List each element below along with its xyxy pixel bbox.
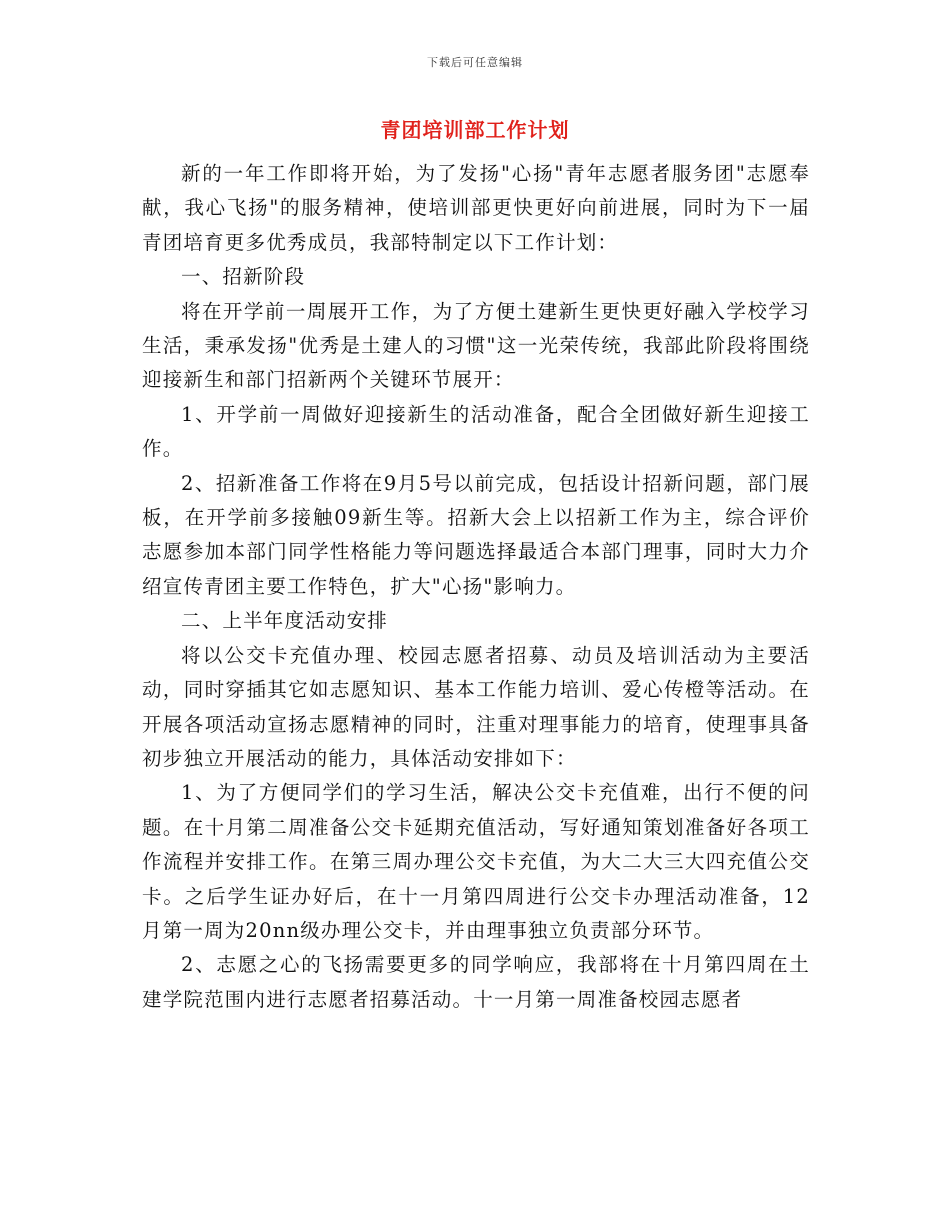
- section-heading-first-half: 二、上半年度活动安排: [181, 609, 389, 633]
- header-note: 下载后可任意编辑: [427, 56, 523, 69]
- paragraph-recruitment-item-1: 1、开学前一周做好迎接新生的活动准备，配合全团做好新生迎接工作。: [142, 402, 810, 461]
- paragraph-first-half-intro: 将以公交卡充值办理、校园志愿者招募、动员及培训活动为主要活动，同时穿插其它如志愿知识、基本工作能力培训、爱心传橙等活动。在开展各项活动宣扬志愿精神的同时，注重对理事能力的培育，使理事具备初步独立开展活动的能力，具体活动安排如下：: [142, 643, 810, 770]
- document-body: [142, 157, 810, 1017]
- section-heading-recruitment: 一、招新阶段: [181, 265, 306, 289]
- paragraph-first-half-item-2: 2、志愿之心的飞扬需要更多的同学响应，我部将在十月第四周在土建学院范围内进行志愿者招募活动。十一月第一周准备校园志愿者: [142, 953, 810, 1011]
- paragraph-intro: 新的一年工作即将开始，为了发扬"心扬"青年志愿者服务团"志愿奉献，我心飞扬"的服务精神，使培训部更快更好向前进展，同时为下一届青团培育更多优秀成员，我部特制定以下工作计划：: [142, 162, 810, 254]
- document-title: 青团培训部工作计划: [380, 118, 570, 142]
- paragraph-first-half-item-1: 1、为了方便同学们的学习生活，解决公交卡充值难，出行不便的问题。在十月第二周准备公交卡延期充值活动，写好通知策划准备好各项工作流程并安排工作。在第三周办理公交卡充值，为大二大三大四充值公交卡。之后学生证办好后，在十一月第四周进行公交卡办理活动准备，12月第一周为20nn级办理公交卡，并由理事独立负责部分环节。: [142, 781, 810, 942]
- paragraph-recruitment-item-2: 2、招新准备工作将在9月5号以前完成，包括设计招新问题，部门展板，在开学前多接触09新生等。招新大会上以招新工作为主，综合评价志愿参加本部门同学性格能力等问题选择最适合本部门理事，同时大力介绍宣传青团主要工作特色，扩大"心扬"影响力。: [142, 471, 810, 598]
- paragraph-recruitment-intro: 将在开学前一周展开工作，为了方便土建新生更快更好融入学校学习生活，秉承发扬"优秀是土建人的习惯"这一光荣传统，我部此阶段将围绕迎接新生和部门招新两个关键环节展开：: [142, 299, 810, 392]
